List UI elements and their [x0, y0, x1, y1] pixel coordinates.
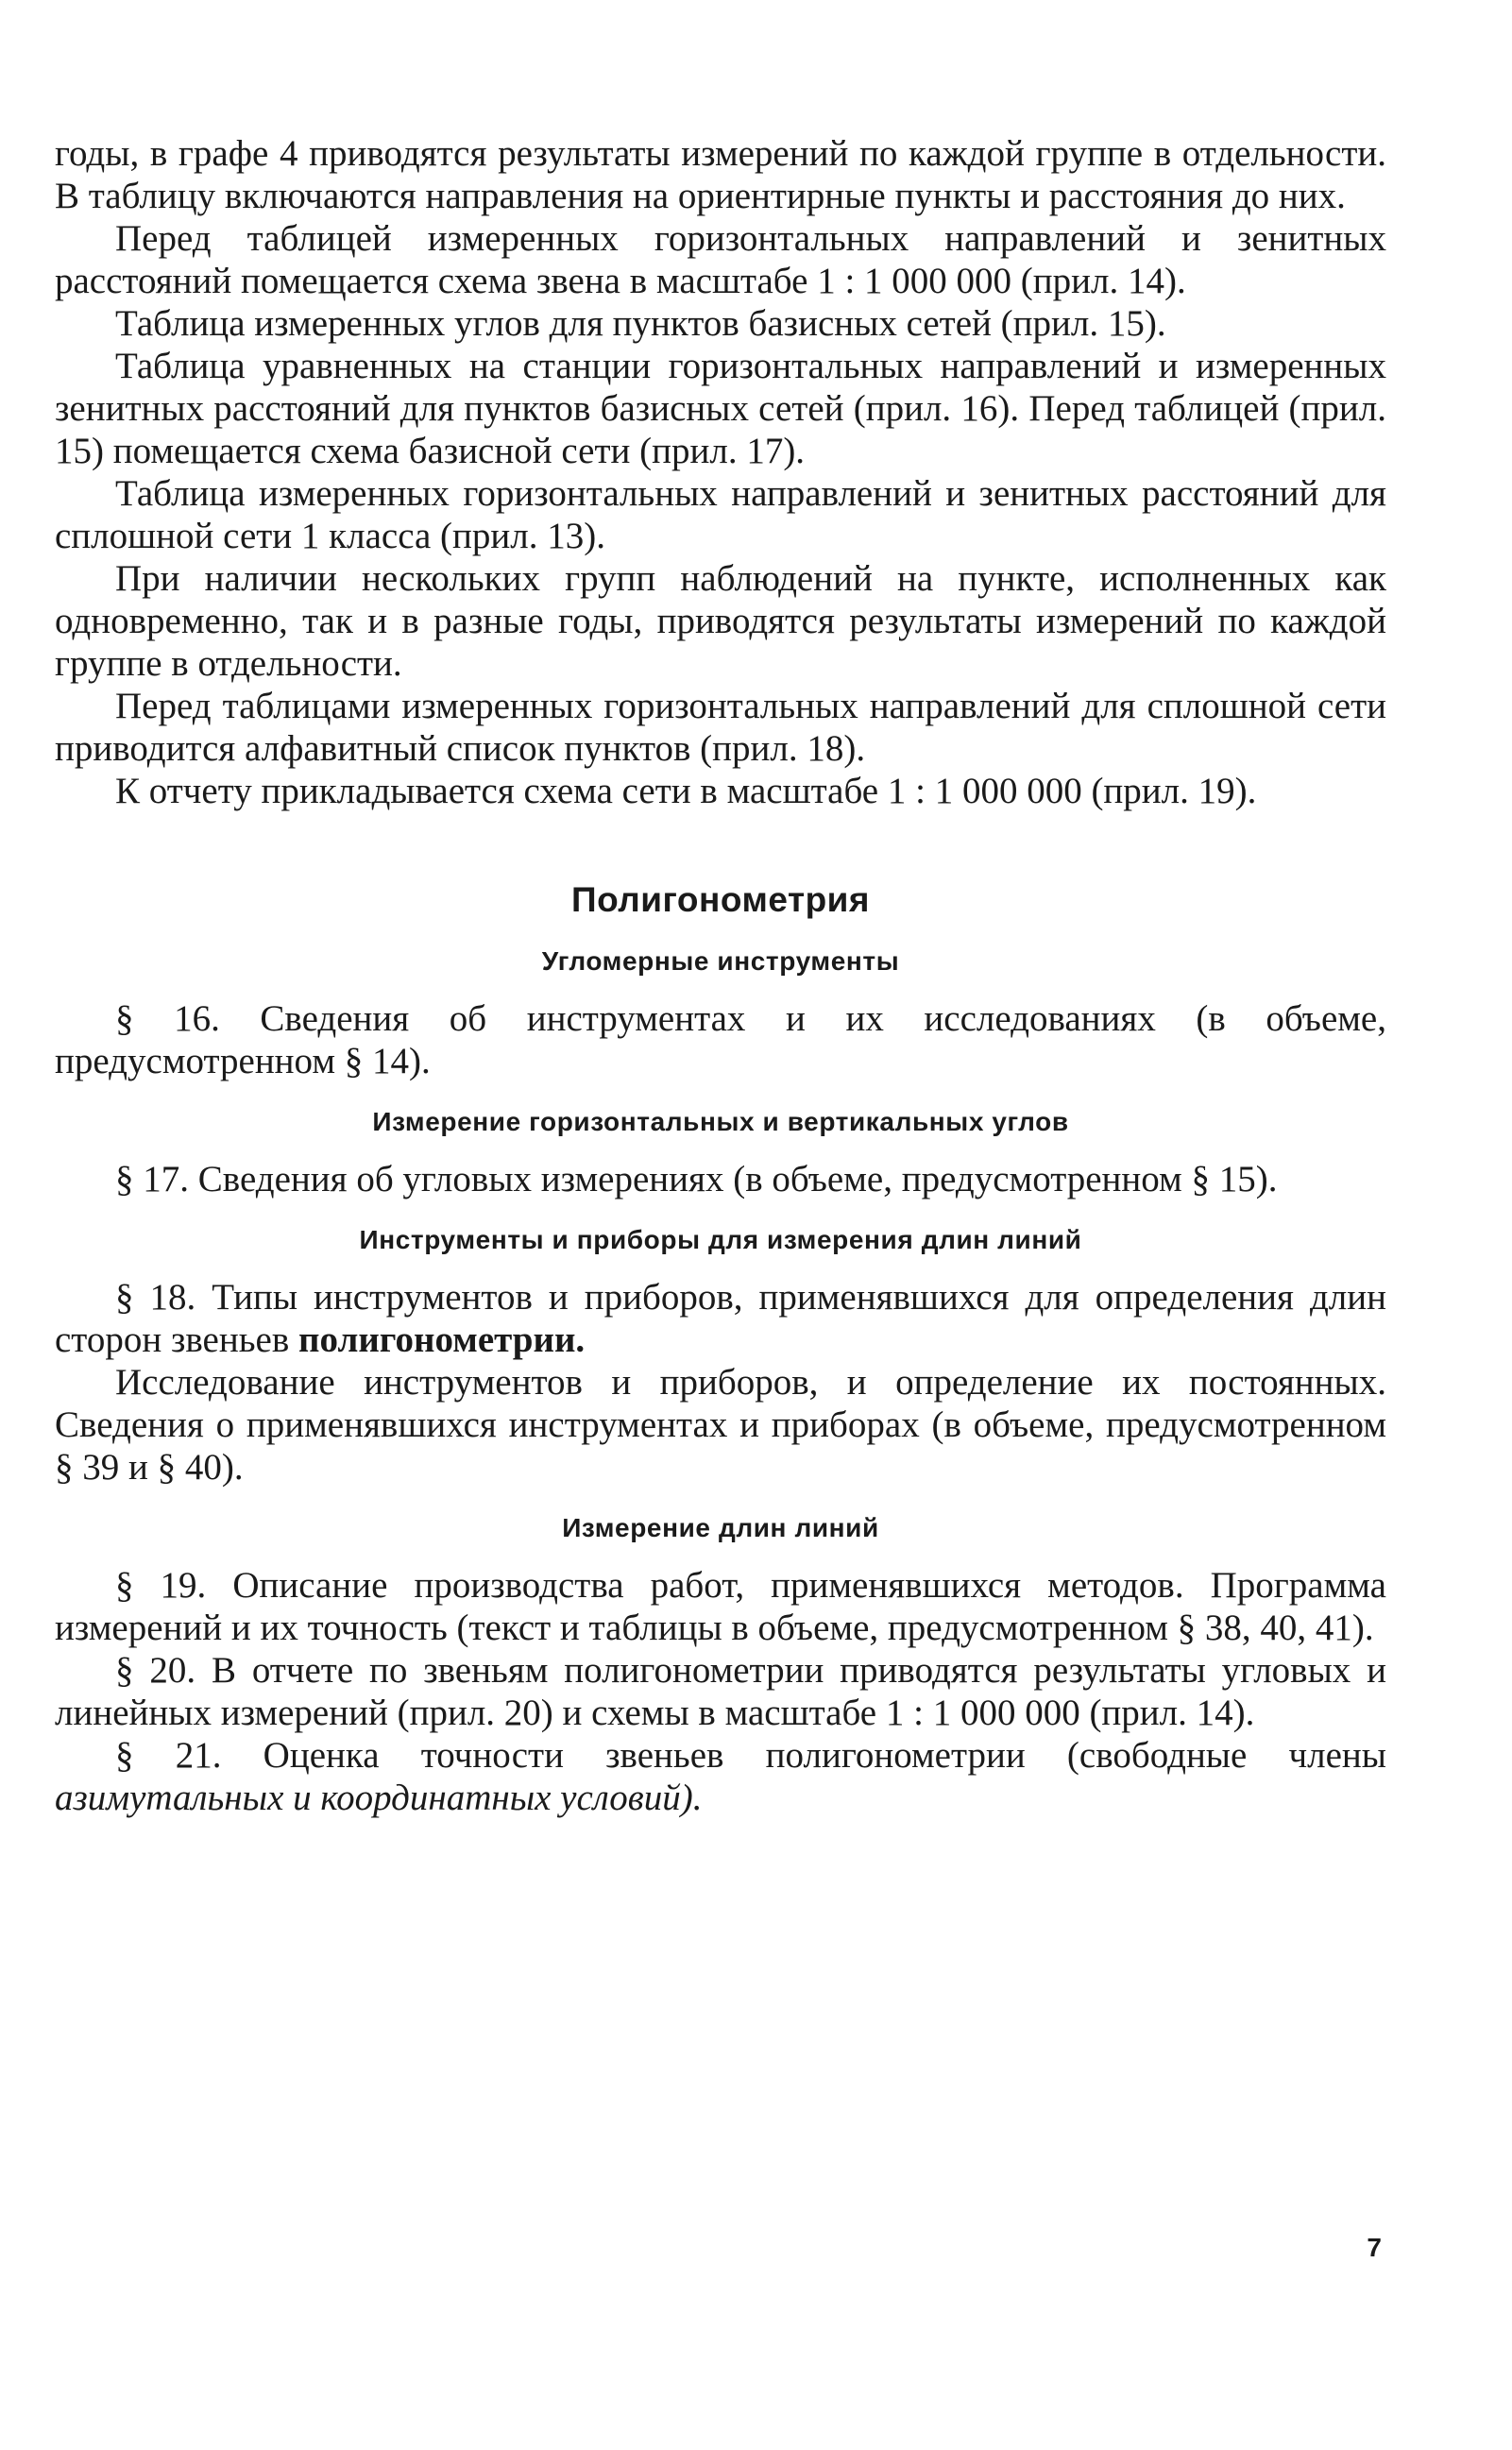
paragraph-observation-groups: При наличии нескольких групп наблюдений на пункте, исполненных как одновременно, так и в разные годы, приводятся результаты измерений по каждой группе в отдельности.	[55, 558, 1386, 684]
paragraph-21-text: § 21. Оценка точности звеньев полигонометрии (свободные члены	[115, 1735, 1386, 1776]
subsection-heading-angle-measurement: Измерение горизонтальных и вертикальных углов	[372, 1107, 1069, 1136]
subsection-heading-angle-instruments: Угломерные инструменты	[541, 946, 900, 976]
paragraph-alphabetical-list: Перед таблицами измеренных горизонтальных направлений для сплошной сети приводится алфавитный список пунктов (прил. 18).	[55, 686, 1386, 769]
section-title: Полигонометрия	[570, 880, 871, 919]
paragraph-18	[55, 1276, 1386, 1361]
paragraph-continuous-network: Таблица измеренных горизонтальных направлений и зенитных расстояний для сплошной сети 1 класса (прил. 13).	[55, 473, 1386, 556]
paragraph-18-bold: полигонометрии.	[298, 1319, 586, 1360]
section-spacer	[55, 812, 1386, 878]
document-page	[55, 132, 1386, 1819]
subsection-heading-length-measurement: Измерение длин линий	[562, 1513, 879, 1542]
paragraph-21	[55, 1734, 1386, 1819]
paragraph-continuation: годы, в графе 4 приводятся результаты измерений по каждой группе в отдельности. В таблицу включаются направления на ориентирные пункты и расстояния до них.	[55, 133, 1386, 216]
paragraph-21-italic: азимутальных и координатных условий).	[55, 1778, 703, 1818]
paragraph-angles-table: Таблица измеренных углов для пунктов базисных сетей (прил. 15).	[115, 303, 1166, 344]
paragraph-20: § 20. В отчете по звеньям полигонометрии приводятся результаты угловых и линейных измерений (прил. 20) и схемы в масштабе 1 : 1 000 000 (прил. 14).	[55, 1650, 1386, 1733]
paragraph-18-text: § 18. Типы инструментов и приборов, применявшихся для определения длин сторон звеньев	[55, 1277, 1386, 1360]
paragraph-scheme-link: Перед таблицей измеренных горизонтальных направлений и зенитных расстояний помещается схема звена в масштабе 1 : 1 000 000 (прил. 14).	[55, 218, 1386, 301]
paragraph-18-continued: Исследование инструментов и приборов, и определение их постоянных. Сведения о применявшихся инструментах и приборах (в объеме, предусмотренном § 39 и § 40).	[55, 1362, 1386, 1488]
page-number: 7	[1367, 2233, 1382, 2262]
paragraph-19: § 19. Описание производства работ, применявшихся методов. Программа измерений и их точность (текст и таблицы в объеме, предусмотренном § 38, 40, 41).	[55, 1565, 1386, 1648]
paragraph-adjusted-directions: Таблица уравненных на станции горизонтальных направлений и измеренных зенитных расстояний для пунктов базисных сетей (прил. 16). Перед таблицей (прил. 15) помещается схема базисной сети (прил. 17).	[55, 346, 1386, 471]
paragraph-17: § 17. Сведения об угловых измерениях (в объеме, предусмотренном § 15).	[115, 1159, 1278, 1199]
paragraph-16: § 16. Сведения об инструментах и их исследованиях (в объеме, предусмотренном § 14).	[55, 998, 1386, 1081]
paragraph-network-scheme: К отчету прикладывается схема сети в масштабе 1 : 1 000 000 (прил. 19).	[115, 771, 1257, 811]
subsection-heading-length-instruments: Инструменты и приборы для измерения длин линий	[359, 1225, 1082, 1254]
